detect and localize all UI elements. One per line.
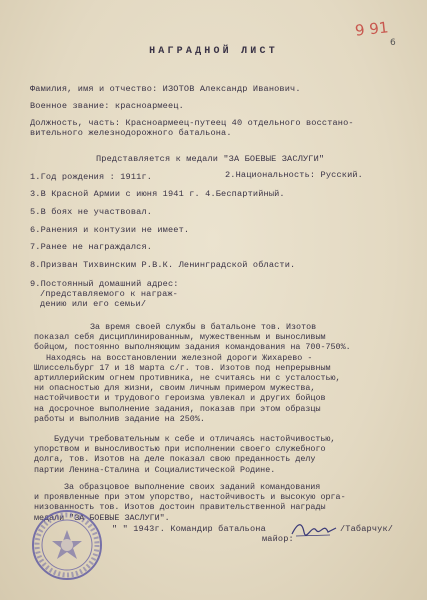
body-paragraph-2 [34, 434, 414, 475]
rank-line: Военное звание: красноармеец. [30, 101, 184, 111]
body-line: Находясь на восстановлении железной дороги Жихарево - [46, 352, 313, 363]
handwritten-signature-icon [290, 520, 338, 540]
item-prior-awards: 7.Ранее не награждался. [30, 242, 153, 252]
position-line-2: вительного железнодорожного батальона. [30, 128, 232, 138]
body-line: За образцовое выполнение своих заданий командования [64, 482, 321, 492]
item-birth-year: 1.Год рождения : 1911г. [30, 172, 153, 182]
signature-rank: майор: [262, 534, 294, 544]
item-service-start: 3.В Красной Армии с июня 1941 г. 4.Беспартийный. [30, 189, 285, 199]
item-address-3: дению или его семьи/ [40, 299, 147, 309]
body-line: партии Ленина-Сталина и Социалистической Родине. [34, 464, 276, 475]
body-line: Шлиссельбург 17 и 18 марта с/г. тов. Изотов под непрерывным [34, 362, 331, 373]
corner-mark: 6 [390, 38, 396, 48]
item-drafted-by: 8.Призван Тихвинским Р.В.К. Ленинградской области. [30, 260, 296, 270]
body-line: долга, тов. Изотов на деле показал свою преданность делу [34, 454, 316, 465]
name-line: Фамилия, имя и отчество: ИЗОТОВ Александр Иванович. [30, 84, 301, 94]
item-address-2: /представляемого к награж- [40, 289, 178, 299]
item-nationality: 2.Национальность: Русский. [225, 170, 363, 180]
body-line: бойцом, постоянно выполняющим задания командования на 700-750%. [34, 342, 351, 353]
body-line: За время своей службы в батальоне тов. Изотов [90, 322, 317, 332]
body-line: настойчивости и трудового героизма увлекал и других бойцов [34, 393, 326, 404]
body-paragraph-1 [34, 322, 414, 424]
body-line: на досрочное выполнение задания, показав при этом образцы [34, 403, 321, 414]
body-line: показал себя дисциплинированным, мужественным и выносливым [34, 332, 326, 343]
body-line: низованность тов. Изотов достоин правительственной награды [34, 502, 326, 513]
signature-name: /Табарчук/ [340, 524, 394, 534]
award-line: Представляется к медали "ЗА БОЕВЫЕ ЗАСЛУГИ" [96, 154, 325, 164]
item-battles: 5.В боях не участвовал. [30, 207, 153, 217]
signature-date-line: " " 1943г. Командир батальона [112, 524, 266, 534]
body-line: работы и выполнив задание на 250%. [34, 413, 205, 424]
item-address-1: 9.Постоянный домашний адрес: [30, 279, 179, 289]
body-line: артиллерийским огнем противника, не считаясь ни с усталостью, [34, 373, 341, 384]
document-title: НАГРАДНОЙ ЛИСТ [149, 46, 278, 57]
body-line: упорством и выносливостью при исполнении своего служебного [34, 444, 326, 455]
item-wounds: 6.Ранения и контузии не имеет. [30, 225, 190, 235]
position-line-1: Должность, часть: Красноармеец-путеец 40 отдельного восстано- [30, 118, 354, 128]
archive-pencil-number: 9 91 [354, 18, 390, 40]
body-line: и проявленные при этом упорство, настойчивость и высокую орга- [34, 492, 346, 503]
body-line: ни опасностью для жизни, своим личным примером мужества, [34, 383, 316, 394]
official-seal-icon [30, 508, 104, 582]
body-line: медали "ЗА БОЕВЫЕ ЗАСЛУГИ". [34, 512, 170, 523]
body-line: Будучи требовательным к себе и отличаясь настойчивостью, [54, 434, 336, 444]
